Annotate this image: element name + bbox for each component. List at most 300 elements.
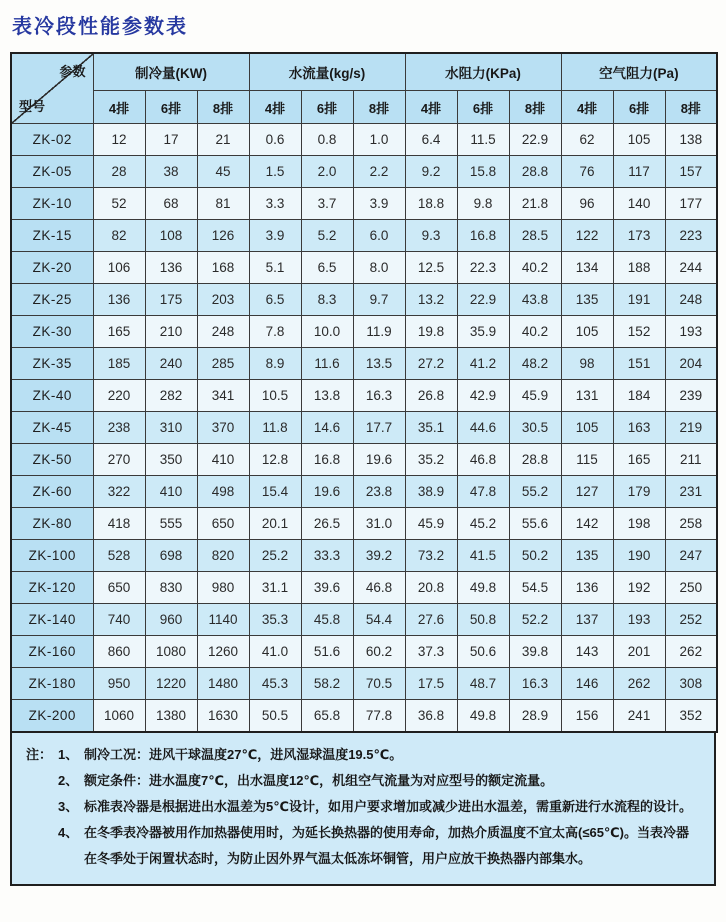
data-cell: 55.6 [509, 508, 561, 540]
data-cell: 830 [145, 572, 197, 604]
data-cell: 28.8 [509, 156, 561, 188]
data-cell: 193 [613, 604, 665, 636]
corner-label-model: 型号 [19, 99, 46, 114]
data-cell: 35.2 [405, 444, 457, 476]
performance-table [10, 52, 718, 733]
data-cell: 6.5 [249, 284, 301, 316]
table-row [11, 348, 717, 380]
data-cell: 1.0 [353, 124, 405, 156]
data-cell: 1380 [145, 700, 197, 733]
data-cell: 244 [665, 252, 717, 284]
data-cell: 19.8 [405, 316, 457, 348]
data-cell: 105 [561, 412, 613, 444]
diagonal-corner-cell [11, 53, 93, 124]
data-cell: 136 [561, 572, 613, 604]
model-cell: ZK-60 [11, 476, 93, 508]
data-cell: 410 [145, 476, 197, 508]
data-cell: 528 [93, 540, 145, 572]
data-cell: 7.8 [249, 316, 301, 348]
sub-header-cell: 6排 [613, 91, 665, 124]
group-header-water-flow: 水流量(kg/s) [249, 53, 405, 91]
data-cell: 282 [145, 380, 197, 412]
data-cell: 960 [145, 604, 197, 636]
data-cell: 55.2 [509, 476, 561, 508]
table-row [11, 540, 717, 572]
model-cell: ZK-45 [11, 412, 93, 444]
data-cell: 12.8 [249, 444, 301, 476]
data-cell: 31.0 [353, 508, 405, 540]
table-row [11, 156, 717, 188]
data-cell: 142 [561, 508, 613, 540]
data-cell: 28.9 [509, 700, 561, 733]
data-cell: 105 [561, 316, 613, 348]
data-cell: 239 [665, 380, 717, 412]
sub-header-cell: 4排 [405, 91, 457, 124]
data-cell: 192 [613, 572, 665, 604]
data-cell: 126 [197, 220, 249, 252]
data-cell: 1060 [93, 700, 145, 733]
data-cell: 38.9 [405, 476, 457, 508]
data-cell: 19.6 [301, 476, 353, 508]
data-cell: 28 [93, 156, 145, 188]
data-cell: 146 [561, 668, 613, 700]
table-body [11, 124, 717, 733]
data-cell: 44.6 [457, 412, 509, 444]
group-header-air-resistance: 空气阻力(Pa) [561, 53, 717, 91]
data-cell: 258 [665, 508, 717, 540]
data-cell: 45.8 [301, 604, 353, 636]
data-cell: 41.2 [457, 348, 509, 380]
data-cell: 49.8 [457, 572, 509, 604]
note-item [58, 768, 696, 794]
sub-header-cell: 8排 [509, 91, 561, 124]
data-cell: 65.8 [301, 700, 353, 733]
data-cell: 12 [93, 124, 145, 156]
data-cell: 26.8 [405, 380, 457, 412]
model-cell: ZK-200 [11, 700, 93, 733]
data-cell: 21 [197, 124, 249, 156]
data-cell: 136 [93, 284, 145, 316]
data-cell: 165 [93, 316, 145, 348]
data-cell: 54.5 [509, 572, 561, 604]
data-cell: 248 [665, 284, 717, 316]
data-cell: 62 [561, 124, 613, 156]
data-cell: 193 [665, 316, 717, 348]
notes-prefix: 注： [26, 747, 53, 762]
data-cell: 11.8 [249, 412, 301, 444]
data-cell: 11.9 [353, 316, 405, 348]
data-cell: 135 [561, 540, 613, 572]
data-cell: 50.2 [509, 540, 561, 572]
data-cell: 11.6 [301, 348, 353, 380]
data-cell: 26.5 [301, 508, 353, 540]
sub-header-cell: 4排 [561, 91, 613, 124]
data-cell: 175 [145, 284, 197, 316]
data-cell: 39.8 [509, 636, 561, 668]
data-cell: 8.0 [353, 252, 405, 284]
sub-header-cell: 6排 [457, 91, 509, 124]
sub-header-cell: 8排 [665, 91, 717, 124]
table-row [11, 668, 717, 700]
data-cell: 45 [197, 156, 249, 188]
data-cell: 28.8 [509, 444, 561, 476]
data-cell: 12.5 [405, 252, 457, 284]
data-cell: 210 [145, 316, 197, 348]
note-text: 额定条件：进水温度7℃，出水温度12℃，机组空气流量为对应型号的额定流量。 [84, 773, 554, 788]
data-cell: 19.6 [353, 444, 405, 476]
data-cell: 82 [93, 220, 145, 252]
data-cell: 39.6 [301, 572, 353, 604]
data-cell: 77.8 [353, 700, 405, 733]
group-header-row [11, 53, 717, 91]
data-cell: 20.1 [249, 508, 301, 540]
sub-header-cell: 8排 [353, 91, 405, 124]
data-cell: 48.2 [509, 348, 561, 380]
data-cell: 31.1 [249, 572, 301, 604]
data-cell: 250 [665, 572, 717, 604]
data-cell: 73.2 [405, 540, 457, 572]
data-cell: 0.6 [249, 124, 301, 156]
data-cell: 17 [145, 124, 197, 156]
data-cell: 418 [93, 508, 145, 540]
data-cell: 106 [93, 252, 145, 284]
model-cell: ZK-120 [11, 572, 93, 604]
data-cell: 1.5 [249, 156, 301, 188]
table-row [11, 284, 717, 316]
sub-header-cell: 6排 [145, 91, 197, 124]
data-cell: 177 [665, 188, 717, 220]
table-row [11, 444, 717, 476]
data-cell: 8.3 [301, 284, 353, 316]
data-cell: 30.5 [509, 412, 561, 444]
data-cell: 0.8 [301, 124, 353, 156]
data-cell: 6.4 [405, 124, 457, 156]
data-cell: 980 [197, 572, 249, 604]
data-cell: 219 [665, 412, 717, 444]
data-cell: 52.2 [509, 604, 561, 636]
data-cell: 38 [145, 156, 197, 188]
model-cell: ZK-40 [11, 380, 93, 412]
table-row [11, 572, 717, 604]
data-cell: 18.8 [405, 188, 457, 220]
data-cell: 9.3 [405, 220, 457, 252]
data-cell: 410 [197, 444, 249, 476]
model-cell: ZK-15 [11, 220, 93, 252]
data-cell: 36.8 [405, 700, 457, 733]
data-cell: 16.8 [301, 444, 353, 476]
data-cell: 45.9 [405, 508, 457, 540]
data-cell: 16.3 [353, 380, 405, 412]
data-cell: 14.6 [301, 412, 353, 444]
table-row [11, 636, 717, 668]
data-cell: 1260 [197, 636, 249, 668]
data-cell: 135 [561, 284, 613, 316]
data-cell: 96 [561, 188, 613, 220]
data-cell: 45.3 [249, 668, 301, 700]
data-cell: 27.2 [405, 348, 457, 380]
data-cell: 151 [613, 348, 665, 380]
data-cell: 203 [197, 284, 249, 316]
data-cell: 23.8 [353, 476, 405, 508]
data-cell: 50.8 [457, 604, 509, 636]
table-row [11, 476, 717, 508]
data-cell: 308 [665, 668, 717, 700]
data-cell: 1630 [197, 700, 249, 733]
model-cell: ZK-180 [11, 668, 93, 700]
data-cell: 46.8 [353, 572, 405, 604]
model-cell: ZK-20 [11, 252, 93, 284]
data-cell: 231 [665, 476, 717, 508]
corner-label-parameter: 参数 [59, 64, 86, 79]
data-cell: 35.9 [457, 316, 509, 348]
data-cell: 17.5 [405, 668, 457, 700]
table-row [11, 700, 717, 733]
data-cell: 262 [613, 668, 665, 700]
data-cell: 15.4 [249, 476, 301, 508]
data-cell: 163 [613, 412, 665, 444]
data-cell: 137 [561, 604, 613, 636]
note-number: 3、 [58, 799, 79, 814]
model-cell: ZK-160 [11, 636, 93, 668]
data-cell: 3.3 [249, 188, 301, 220]
data-cell: 211 [665, 444, 717, 476]
note-item [58, 794, 696, 820]
note-text: 制冷工况：进风干球温度27℃，进风湿球温度19.5℃。 [84, 747, 403, 762]
data-cell: 241 [613, 700, 665, 733]
data-cell: 60.2 [353, 636, 405, 668]
data-cell: 98 [561, 348, 613, 380]
data-cell: 9.8 [457, 188, 509, 220]
data-cell: 22.9 [509, 124, 561, 156]
data-cell: 185 [93, 348, 145, 380]
data-cell: 650 [197, 508, 249, 540]
data-cell: 6.0 [353, 220, 405, 252]
data-cell: 81 [197, 188, 249, 220]
group-header-cooling-capacity: 制冷量(KW) [93, 53, 249, 91]
sub-header-row [11, 91, 717, 124]
data-cell: 820 [197, 540, 249, 572]
data-cell: 134 [561, 252, 613, 284]
note-number: 1、 [58, 747, 79, 762]
table-row [11, 252, 717, 284]
note-text: 标准表冷器是根据进出水温差为5℃设计，如用户要求增加或减少进出水温差，需重新进行水流程的设计。 [84, 799, 692, 814]
note-number: 2、 [58, 773, 79, 788]
data-cell: 201 [613, 636, 665, 668]
model-cell: ZK-05 [11, 156, 93, 188]
data-cell: 9.7 [353, 284, 405, 316]
data-cell: 50.6 [457, 636, 509, 668]
data-cell: 41.5 [457, 540, 509, 572]
data-cell: 152 [613, 316, 665, 348]
data-cell: 204 [665, 348, 717, 380]
data-cell: 17.7 [353, 412, 405, 444]
data-cell: 157 [665, 156, 717, 188]
data-cell: 198 [613, 508, 665, 540]
data-cell: 47.8 [457, 476, 509, 508]
data-cell: 52 [93, 188, 145, 220]
data-cell: 3.9 [353, 188, 405, 220]
model-cell: ZK-30 [11, 316, 93, 348]
data-cell: 190 [613, 540, 665, 572]
sub-header-cell: 4排 [249, 91, 301, 124]
model-cell: ZK-140 [11, 604, 93, 636]
data-cell: 13.5 [353, 348, 405, 380]
sub-header-cell: 4排 [93, 91, 145, 124]
data-cell: 220 [93, 380, 145, 412]
data-cell: 46.8 [457, 444, 509, 476]
data-cell: 223 [665, 220, 717, 252]
data-cell: 35.3 [249, 604, 301, 636]
data-cell: 698 [145, 540, 197, 572]
data-cell: 122 [561, 220, 613, 252]
data-cell: 33.3 [301, 540, 353, 572]
note-item [58, 820, 696, 872]
data-cell: 35.1 [405, 412, 457, 444]
data-cell: 740 [93, 604, 145, 636]
data-cell: 37.3 [405, 636, 457, 668]
data-cell: 54.4 [353, 604, 405, 636]
table-row [11, 380, 717, 412]
page-title: 表冷段性能参数表 [12, 16, 188, 38]
table-row [11, 188, 717, 220]
data-cell: 350 [145, 444, 197, 476]
data-cell: 28.5 [509, 220, 561, 252]
data-cell: 45.2 [457, 508, 509, 540]
data-cell: 22.9 [457, 284, 509, 316]
data-cell: 13.8 [301, 380, 353, 412]
data-cell: 1080 [145, 636, 197, 668]
data-cell: 498 [197, 476, 249, 508]
data-cell: 8.9 [249, 348, 301, 380]
data-cell: 68 [145, 188, 197, 220]
notes-box [10, 731, 716, 886]
data-cell: 650 [93, 572, 145, 604]
data-cell: 555 [145, 508, 197, 540]
data-cell: 3.9 [249, 220, 301, 252]
data-cell: 105 [613, 124, 665, 156]
data-cell: 173 [613, 220, 665, 252]
data-cell: 352 [665, 700, 717, 733]
table-row [11, 604, 717, 636]
model-cell: ZK-80 [11, 508, 93, 540]
data-cell: 138 [665, 124, 717, 156]
data-cell: 168 [197, 252, 249, 284]
data-cell: 5.2 [301, 220, 353, 252]
model-cell: ZK-100 [11, 540, 93, 572]
model-cell: ZK-35 [11, 348, 93, 380]
table-row [11, 412, 717, 444]
data-cell: 16.3 [509, 668, 561, 700]
data-cell: 2.2 [353, 156, 405, 188]
data-cell: 10.5 [249, 380, 301, 412]
data-cell: 115 [561, 444, 613, 476]
data-cell: 136 [145, 252, 197, 284]
data-cell: 21.8 [509, 188, 561, 220]
data-cell: 143 [561, 636, 613, 668]
data-cell: 179 [613, 476, 665, 508]
data-cell: 252 [665, 604, 717, 636]
data-cell: 240 [145, 348, 197, 380]
data-cell: 270 [93, 444, 145, 476]
data-cell: 41.0 [249, 636, 301, 668]
data-cell: 191 [613, 284, 665, 316]
data-cell: 58.2 [301, 668, 353, 700]
data-cell: 3.7 [301, 188, 353, 220]
data-cell: 131 [561, 380, 613, 412]
data-cell: 42.9 [457, 380, 509, 412]
sub-header-cell: 6排 [301, 91, 353, 124]
data-cell: 15.8 [457, 156, 509, 188]
data-cell: 1480 [197, 668, 249, 700]
data-cell: 50.5 [249, 700, 301, 733]
group-header-water-resistance: 水阻力(KPa) [405, 53, 561, 91]
note-text: 在冬季表冷器被用作加热器使用时，为延长换热器的使用寿命，加热介质温度不宜太高(≤65℃)。当表冷器在冬季处于闲置状态时，为防止因外界气温太低冻坏铜管，用户应放干换热器内部集水。 [84, 825, 689, 866]
data-cell: 2.0 [301, 156, 353, 188]
data-cell: 248 [197, 316, 249, 348]
note-number: 4、 [58, 825, 79, 840]
data-cell: 40.2 [509, 252, 561, 284]
note-item [58, 742, 696, 768]
data-cell: 70.5 [353, 668, 405, 700]
data-cell: 22.3 [457, 252, 509, 284]
data-cell: 188 [613, 252, 665, 284]
data-cell: 238 [93, 412, 145, 444]
data-cell: 49.8 [457, 700, 509, 733]
data-cell: 1220 [145, 668, 197, 700]
table-header [11, 53, 717, 124]
data-cell: 11.5 [457, 124, 509, 156]
data-cell: 184 [613, 380, 665, 412]
data-cell: 43.8 [509, 284, 561, 316]
data-cell: 262 [665, 636, 717, 668]
data-cell: 310 [145, 412, 197, 444]
data-cell: 140 [613, 188, 665, 220]
data-cell: 25.2 [249, 540, 301, 572]
data-cell: 51.6 [301, 636, 353, 668]
data-cell: 108 [145, 220, 197, 252]
data-cell: 341 [197, 380, 249, 412]
model-cell: ZK-10 [11, 188, 93, 220]
model-cell: ZK-02 [11, 124, 93, 156]
table-row [11, 220, 717, 252]
table-row [11, 508, 717, 540]
data-cell: 370 [197, 412, 249, 444]
table-row [11, 316, 717, 348]
data-cell: 285 [197, 348, 249, 380]
data-cell: 39.2 [353, 540, 405, 572]
data-cell: 117 [613, 156, 665, 188]
data-cell: 10.0 [301, 316, 353, 348]
data-cell: 40.2 [509, 316, 561, 348]
data-cell: 247 [665, 540, 717, 572]
data-cell: 20.8 [405, 572, 457, 604]
table-row [11, 124, 717, 156]
data-cell: 16.8 [457, 220, 509, 252]
data-cell: 322 [93, 476, 145, 508]
data-cell: 45.9 [509, 380, 561, 412]
notes-list [58, 742, 696, 872]
model-cell: ZK-50 [11, 444, 93, 476]
data-cell: 27.6 [405, 604, 457, 636]
data-cell: 860 [93, 636, 145, 668]
data-cell: 950 [93, 668, 145, 700]
data-cell: 5.1 [249, 252, 301, 284]
data-cell: 6.5 [301, 252, 353, 284]
data-cell: 127 [561, 476, 613, 508]
data-cell: 9.2 [405, 156, 457, 188]
data-cell: 165 [613, 444, 665, 476]
sub-header-cell: 8排 [197, 91, 249, 124]
